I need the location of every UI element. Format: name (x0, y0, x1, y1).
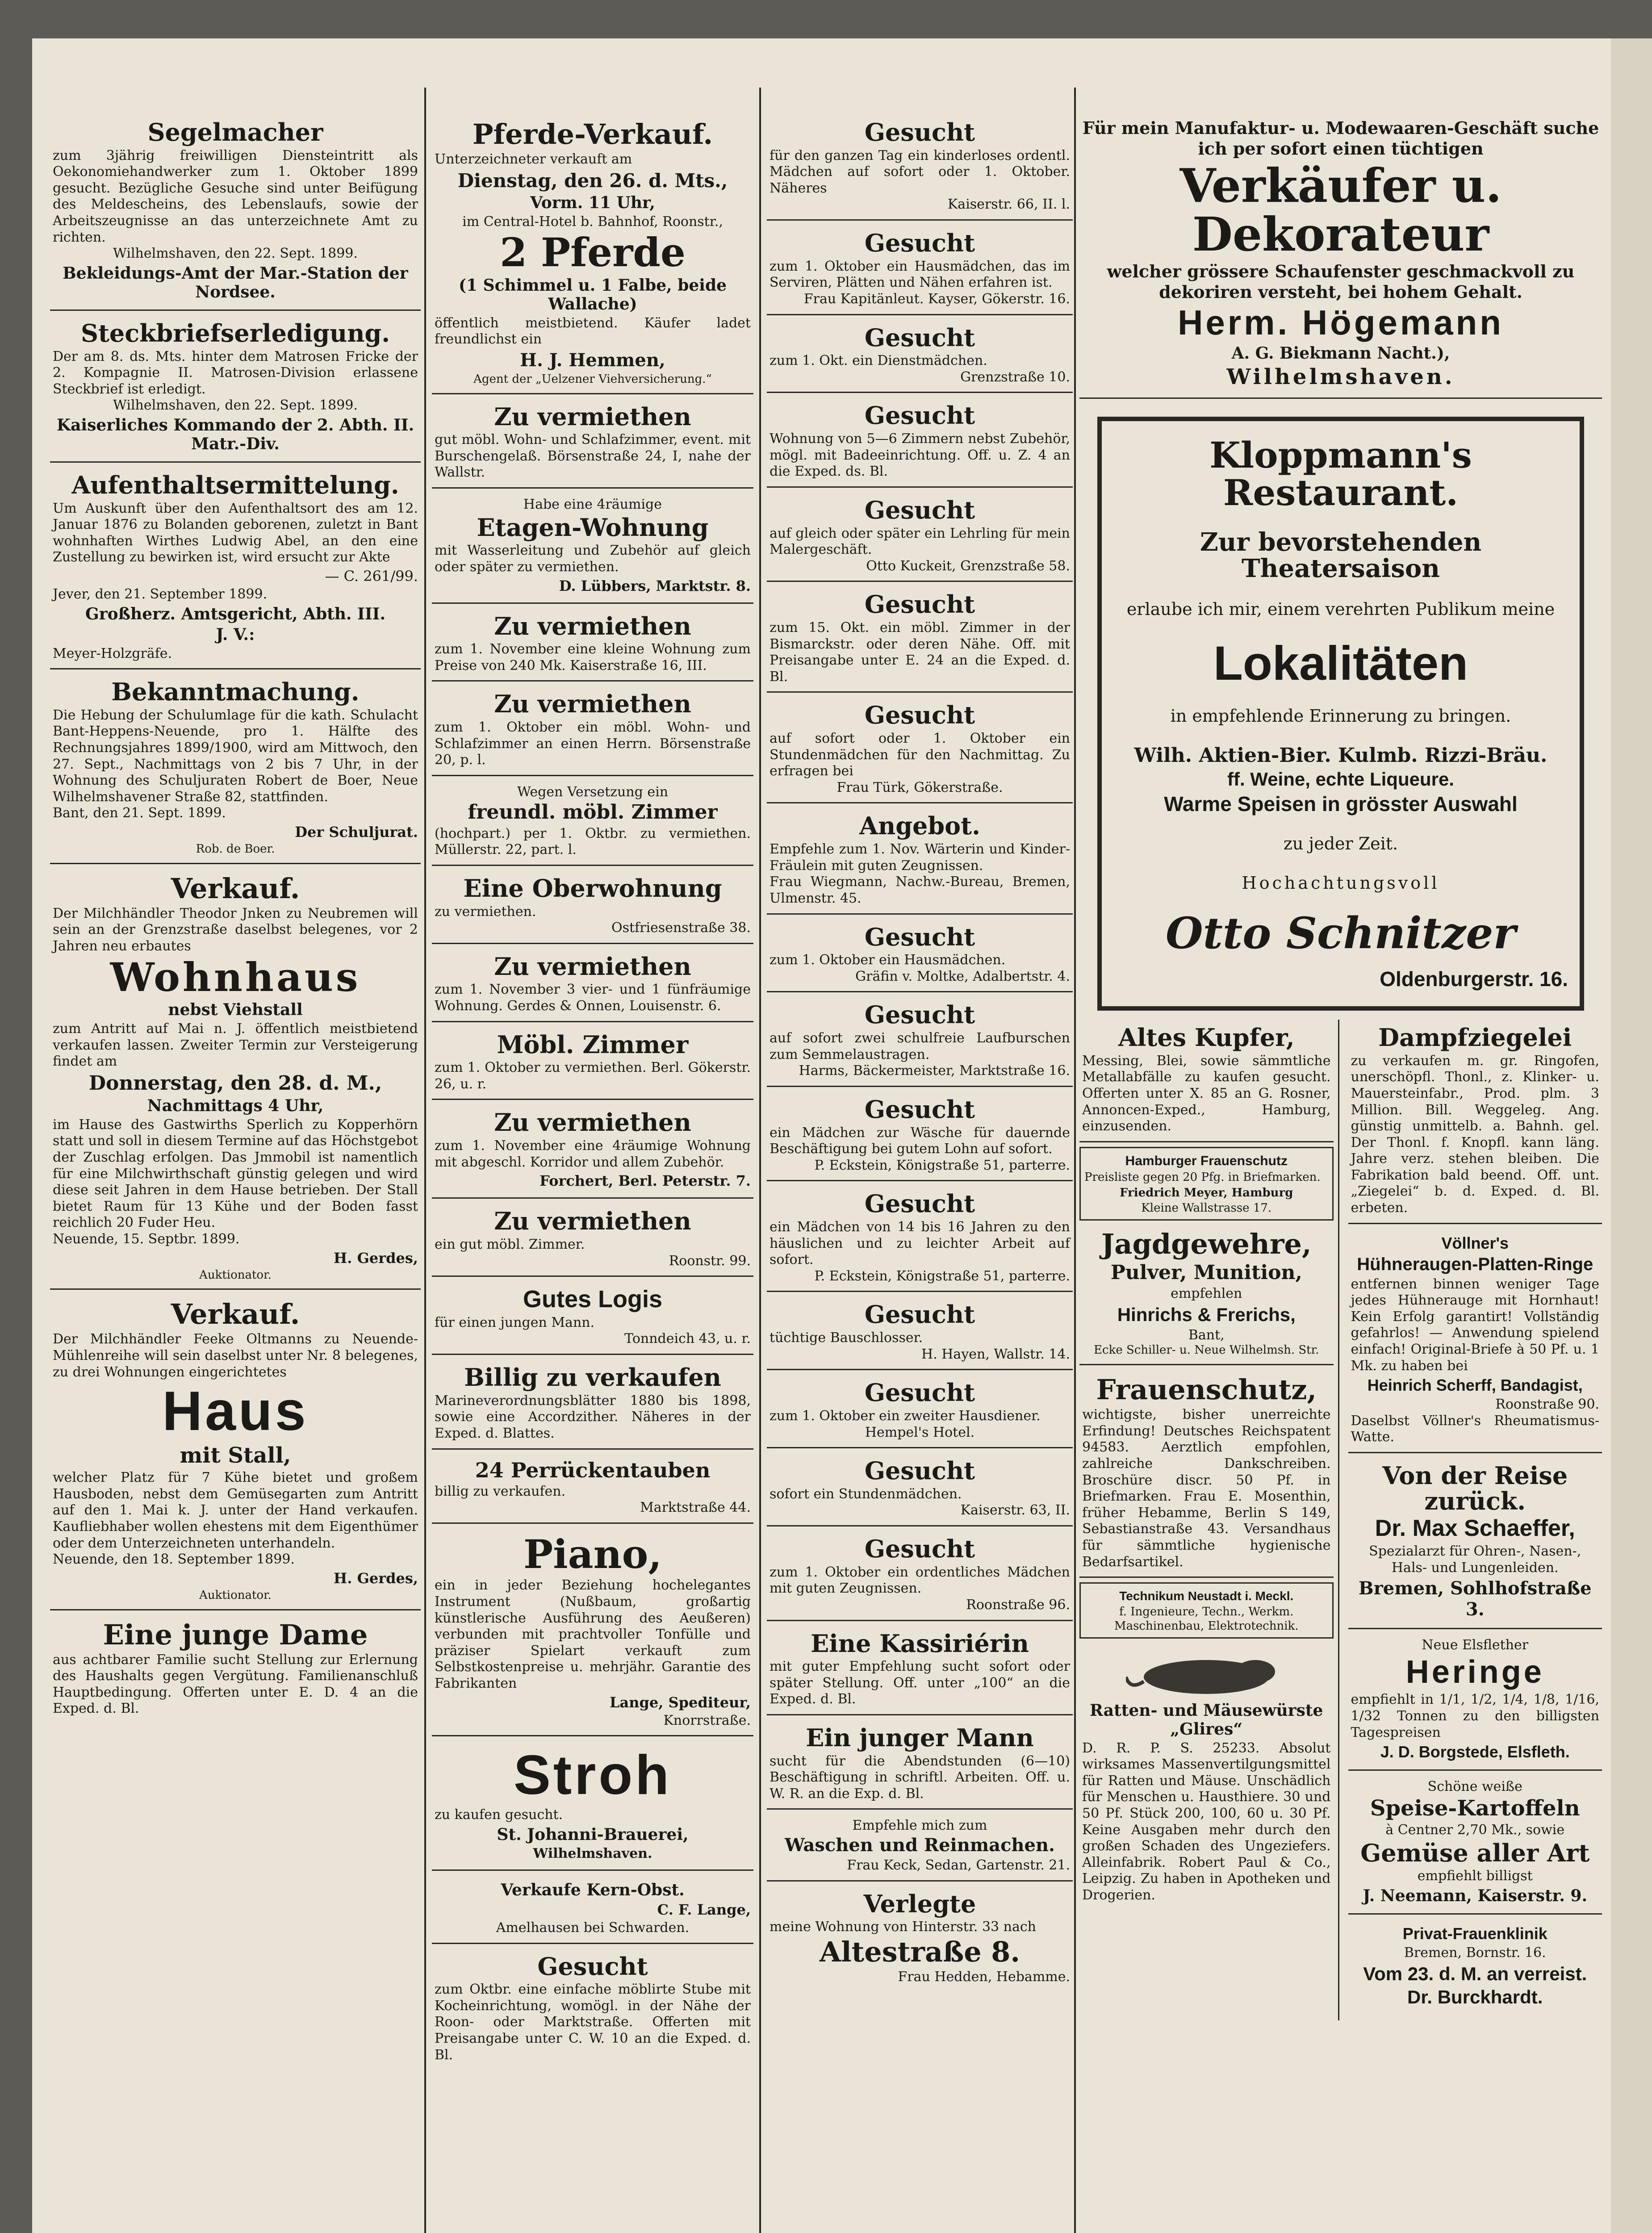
ad-signature: Agent der „Uelzener Viehversicherung.“ (473, 372, 712, 386)
ad-title: Gesucht (864, 1189, 975, 1218)
ad-body: tüchtige Bauschlosser. (770, 1330, 923, 1346)
ad-intro: Habe eine 4räumige (523, 497, 662, 513)
ad-address: Kleine Wallstrasse 17. (1141, 1201, 1272, 1215)
ad-gesucht (767, 1091, 1073, 1181)
ad-subheadline: mit Stall, (180, 1443, 291, 1468)
ad-headline: Haus (162, 1380, 309, 1443)
ad-address: Roonstraße 90. (1495, 1397, 1599, 1413)
ad-steckbrief (50, 315, 421, 463)
ad-signature: Gräfin v. Moltke, Adalbertstr. 4. (855, 968, 1070, 984)
ad-address: Bremen, Bornstr. 16. (1404, 1945, 1546, 1961)
ad-signature: Otto Schnitzer (1165, 908, 1516, 959)
ad-zu-vermiethen (432, 949, 753, 1022)
ad-title: Verkauf. (171, 1298, 300, 1331)
ad-signature: J. Neemann, Kaiserstr. 9. (1363, 1886, 1587, 1905)
ad-title: Gesucht (864, 1300, 975, 1329)
ad-body: Der Milchhändler Feeke Oltmanns zu Neuende-Mühlenreihe will sein daselbst unter Nr. 8 belegenes, zu drei Wohnungen eingerichtetes (53, 1331, 418, 1380)
ad-body: zum 1. Oktober ein zweiter Hausdiener. (770, 1408, 1041, 1424)
ad-body: zum 3jährig freiwilligen Diensteintritt als Oekonomiehandwerker zum 1. Oktober 1899 gesucht. Bezügliche Gesuche sind unter Beifügung des Meldescheins, des Lebenslaufs, sowie der Arbeitszeugnisse an das unterzeichnete Amt zu richten. (53, 147, 418, 245)
ad-address: Tonndeich 43, u. r. (624, 1331, 751, 1347)
ad-signature: St. Johanni-Brauerei, (497, 1825, 689, 1844)
ad-body: zum 1. Oktober ein ordentliches Mädchen mit guten Zeugnissen. (770, 1564, 1070, 1597)
ad-headline: Dr. Max Schaeffer, (1375, 1515, 1575, 1542)
ad-body: empfiehlt in 1/1, 1/2, 1/4, 1/8, 1/16, 1/32 Tonnen zu den billigsten Tagespreisen (1351, 1692, 1599, 1740)
ad-body: mit Wasserleitung und Zubehör auf gleich oder später zu vermiethen. (435, 543, 751, 575)
ad-oberwohnung (432, 870, 753, 944)
ad-gesucht (767, 1186, 1073, 1292)
ad-body: ein Mädchen von 14 bis 16 Jahren zu den häuslichen und zu leichter Arbeit auf sofort. (770, 1219, 1070, 1268)
ad-freundl-zimmer (432, 781, 753, 866)
ad-title: Gesucht (864, 401, 975, 430)
ad-date: Bant, den 21. Sept. 1899. (53, 805, 226, 821)
ad-body: zum 15. Okt. ein möbl. Zimmer in der Bismarckstr. oder deren Nähe. Off. mit Preisangabe unter E. 24 an die Exped. d. Bl. (770, 620, 1070, 685)
ad-body: meine Wohnung von Hinterstr. 33 nach (770, 1919, 1036, 1935)
ad-signature: Friedrich Meyer, Hamburg (1120, 1186, 1293, 1200)
ad-aufenthalt (50, 467, 421, 669)
ad-title: Technikum Neustadt i. Meckl. (1119, 1589, 1294, 1603)
ad-gesucht (767, 114, 1073, 221)
ad-body: welcher Platz für 7 Kühe bietet und großem Hausboden, nebst dem Gemüsegarten zum Antritt auf den 1. Mai k. J. unter der Hand verkaufen. Kaufliebhaber wollen ehestens mit dem Eigenthümer oder dem Unterzeichneten unterhandeln. (53, 1470, 418, 1551)
ad-address: Roonstr. 99. (669, 1253, 751, 1269)
ad-title: Ein junger Mann (806, 1723, 1034, 1752)
ad-title: Von der Reise zurück. (1382, 1461, 1568, 1515)
ad-body: Daselbst Völlner's Rheumatismus-Watte. (1351, 1413, 1599, 1445)
ad-title: Gesucht (864, 1535, 975, 1564)
ad-signature: Otto Kuckeit, Grenzstraße 58. (866, 558, 1070, 574)
ad-title: Privat-Frauenklinik (1402, 1924, 1547, 1943)
ad-title: Verkaufe Kern-Obst. (501, 1880, 685, 1899)
ad-date: Donnerstag, den 28. d. M., (88, 1071, 382, 1095)
ad-body: Um Auskunft über den Aufenthaltsort des am 12. Januar 1876 zu Bolanden geborenen, zuletzt in Bant wohnhaften Wirthes Ludwig Abel, an den eine Zustellung zu bewirken ist, wird ersucht zur Akte (53, 500, 418, 565)
ad-signature: Bekleidungs-Amt der Mar.-Station der Nordsee. (63, 263, 408, 301)
ad-headline: Hühneraugen-Platten-Ringe (1357, 1254, 1593, 1274)
ad-gesucht (767, 492, 1073, 582)
ad-title: Gesucht (864, 701, 975, 730)
ad-wine: ff. Weine, echte Liqueure. (1227, 769, 1454, 790)
column-2 (432, 114, 753, 2233)
ad-title: Zu vermiethen (494, 402, 691, 431)
ad-date: Wilhelmshaven, den 22. Sept. 1899. (113, 246, 358, 262)
ad-zu-vermiethen (432, 1203, 753, 1277)
ad-body: zum 1. Oktober ein Hausmädchen, das im Serviren, Plätten und Nähen erfahren ist. (770, 258, 1070, 291)
column-3 (767, 114, 1073, 2233)
ad-bekanntmachung (50, 674, 421, 864)
ad-signature: J. V.: (216, 625, 255, 644)
ad-body: für den ganzen Tag ein kinderloses ordentl. Mädchen auf sofort oder 1. Oktober. Näheres (770, 147, 1070, 196)
ad-verkaeufer-dekorateur (1079, 114, 1602, 399)
ad-body: f. Ingenieure, Techn., Werkm. Maschinenbau, Elektrotechnik. (1114, 1605, 1299, 1633)
ad-body: (hochpart.) per 1. Oktbr. zu vermiethen. Müllerstr. 22, part. l. (435, 825, 751, 858)
ad-signature: Großherz. Amtsgericht, Abth. III. (85, 604, 386, 623)
ad-body: auf sofort oder 1. Oktober ein Stundenmädchen für den Nachmittag. Zu erfragen bei (770, 731, 1070, 779)
ad-body: Preisliste gegen 20 Pfg. in Briefmarken. (1084, 1170, 1321, 1184)
ad-gesucht (767, 225, 1073, 315)
ad-headline: Lokalitäten (1213, 636, 1468, 690)
ad-body: Der am 8. ds. Mts. hinter dem Matrosen Fricke der 2. Kompagnie II. Matrosen-Division erlassene Steckbrief ist erledigt. (53, 348, 418, 397)
ad-title: Eine Oberwohnung (463, 874, 722, 903)
ad-heringe (1348, 1634, 1602, 1771)
ad-address: Bremen, Sohlhofstraße 3. (1358, 1578, 1592, 1620)
ad-signature: Wilhelmshaven. (533, 1845, 652, 1861)
ad-title: Dampfziegelei (1378, 1023, 1572, 1052)
ad-gesucht-stube (432, 1949, 753, 2070)
adjacent-page-edge (1611, 38, 1652, 2233)
ad-intro: Neue Elsflether (1422, 1637, 1529, 1653)
ad-reise-zurueck (1348, 1458, 1602, 1629)
ad-subheadline: (1 Schimmel u. 1 Falbe, beide Wallache) (458, 276, 727, 314)
ad-date: Jever, den 21. September 1899. (53, 586, 268, 602)
ad-title: Gesucht (864, 1095, 975, 1124)
ad-body: welcher grössere Schaufenster geschmackvoll zu dekoriren versteht, bei hohem Gehalt. (1107, 261, 1575, 302)
column-rule (1074, 88, 1076, 2233)
ad-signature: Bant, (1188, 1327, 1225, 1343)
ad-body: gut möbl. Wohn- und Schlafzimmer, event. mit Burschengelaß. Börsenstraße 24, I, nahe der Wallstr. (435, 432, 751, 481)
ad-address: Ecke Schiller- u. Neue Wilhelmsh. Str. (1094, 1343, 1319, 1357)
ad-frauenschutz (1079, 1370, 1334, 1578)
ad-moebl-zimmer (432, 1027, 753, 1100)
ad-segelmacher (50, 114, 421, 311)
ad-body: im Hause des Gastwirths Sperlich zu Kopperhörn statt und soll in diesem Termine auf das Höchstgebot der Zuschlag erfolgen. Das Jmmobil ist namentlich für eine Milchwirthschaft günstig gelegen und wird diese seit Jahren in dem Hause betrieben. Der Stall bietet Raum für 13 Kühe und der Boden fasst reichlich 20 Fuder Heu. (53, 1116, 418, 1231)
ad-body: sofort ein Stundenmädchen. (770, 1486, 962, 1502)
ad-time: zu jeder Zeit. (1283, 834, 1398, 854)
ad-title: Altes Kupfer, (1118, 1023, 1295, 1052)
ad-body: mit guter Empfehlung sucht sofort oder später Stellung. Off. unter „100“ an die Exped. d. Bl. (770, 1659, 1070, 1707)
ad-title: Zu vermiethen (494, 690, 691, 719)
ad-kern-obst (432, 1875, 753, 1944)
ad-signature: H. Gerdes, (334, 1569, 418, 1587)
ad-body: ein Mädchen zur Wäsche für dauernde Beschäftigung bei gutem Lohn auf sofort. (770, 1125, 1070, 1157)
ad-title: Verlegte (863, 1889, 976, 1918)
ad-body: zum Antritt auf Mai n. J. öffentlich meistbietend verkaufen lassen. Zweiter Termin zur Versteigerung findet am (53, 1020, 418, 1070)
newspaper-page (32, 38, 1611, 2233)
ad-body: Wohnung von 5—6 Zimmern nebst Zubehör, mögl. mit Badeeinrichtung. Off. u. Z. 4 an die Exped. ds. Bl. (770, 431, 1070, 480)
ad-signature: Dr. Burckhardt. (1407, 1986, 1543, 2007)
ad-body: empfiehlt billigst (1417, 1868, 1533, 1884)
ad-body: zum 1. November eine kleine Wohnung zum Preise von 240 Mk. Kaiserstraße 16, III. (435, 641, 751, 673)
ad-kartoffeln-gemuese (1348, 1775, 1602, 1915)
ad-perrueckentauben (432, 1454, 753, 1524)
ad-signature: J. D. Borgstede, Elsfleth. (1380, 1743, 1570, 1761)
ad-body: auf gleich oder später ein Lehrling für mein Malergeschäft. (770, 525, 1070, 558)
ad-gesucht (767, 997, 1073, 1087)
ad-title: Gesucht (864, 229, 975, 258)
ad-title: Pferde-Verkauf. (472, 118, 713, 151)
ad-title: Gesucht (864, 323, 975, 352)
ad-title: Aufenthaltsermittelung. (71, 470, 399, 499)
ad-etagen-wohnung (432, 493, 753, 603)
ad-body: Der Milchhändler Theodor Jnken zu Neubremen will sein an der Grenzstraße daselbst belegenes, vor 2 Jahren neu erbautes (53, 905, 418, 954)
ad-signature: Forchert, Berl. Peterstr. 7. (540, 1172, 751, 1190)
ad-title: Kloppmann's Restaurant. (1209, 434, 1472, 514)
rat-illustration (1126, 1646, 1287, 1699)
ad-headline: Altestraße 8. (820, 1935, 1020, 1968)
ad-subheadline: nebst Viehstall (168, 1000, 303, 1019)
ad-body: zum 1. Oktober ein Hausmädchen. (770, 952, 1006, 968)
ad-title: Bekanntmachung. (111, 677, 360, 707)
ad-body: für einen jungen Mann. (435, 1314, 595, 1330)
ad-place: im Central-Hotel b. Bahnhof, Roonstr., (462, 213, 723, 230)
ad-signature: Auktionator. (199, 1588, 272, 1602)
ad-title: Stroh (514, 1744, 672, 1806)
ad-headline: Gemüse aller Art (1360, 1838, 1590, 1867)
ad-body: in empfehlende Erinnerung zu bringen. (1170, 706, 1511, 726)
ad-title: Segelmacher (147, 118, 323, 146)
ad-signature: Frau Keck, Sedan, Gartenstr. 21. (847, 1857, 1070, 1873)
ad-zu-vermiethen (432, 686, 753, 776)
ad-body: billig zu verkaufen. (435, 1483, 566, 1499)
column-4-lower (1079, 1020, 1602, 2020)
ad-address: Grenzstraße 10. (960, 369, 1070, 385)
ad-angebot (767, 808, 1073, 914)
ad-gutes-logis (432, 1281, 753, 1355)
ad-zu-vermiethen (432, 399, 753, 489)
ad-signature: P. Eckstein, Königstraße 51, parterre. (814, 1268, 1070, 1284)
ad-headline: Wohnhaus (110, 953, 361, 1000)
ad-subheadline: Zur bevorstehenden Theatersaison (1200, 527, 1482, 583)
ad-signature: Auktionator. (199, 1268, 272, 1282)
ad-ratten-glires (1079, 1642, 1334, 1910)
ad-headline: Heringe (1405, 1654, 1544, 1690)
ad-title: Zu vermiethen (494, 1108, 691, 1137)
ad-verkauf-wohnhaus (50, 869, 421, 1290)
ad-headline: 2 Pferde (500, 229, 686, 276)
ad-body: empfehlen (1171, 1286, 1242, 1302)
ad-signature: Frau Wiegmann, Nachw.-Bureau, Bremen, Ulmenstr. 45. (770, 874, 1070, 906)
column-4-left (1079, 1020, 1339, 2020)
ad-signature: Frau Türk, Gökerstraße. (836, 779, 1003, 795)
ad-body: erlaube ich mir, einem verehrten Publikum meine (1126, 599, 1555, 619)
column-rule (759, 88, 761, 2233)
ad-verlegte (767, 1886, 1073, 1992)
ad-gesucht (767, 697, 1073, 803)
ad-title: Frauenschutz, (1096, 1373, 1317, 1406)
ad-signature: Knorrstraße. (663, 1712, 751, 1728)
ad-date: Neuende, den 18. September 1899. (53, 1551, 295, 1568)
ad-voellners (1348, 1229, 1602, 1453)
ad-signature: Herm. Högemann (1178, 302, 1504, 342)
ad-title: Angebot. (859, 811, 980, 841)
ad-title: Etagen-Wohnung (477, 513, 709, 542)
ad-headline: Verkäufer u. Dekorateur (1179, 158, 1502, 262)
ad-date: Neuende, 15. Septbr. 1899. (53, 1231, 240, 1247)
ad-title: Steckbriefserledigung. (80, 318, 390, 347)
ad-title: Verkauf. (171, 872, 300, 905)
ad-waschen (767, 1814, 1073, 1881)
ad-signature: A. G. Biekmann Nacht.), (1231, 343, 1450, 363)
ad-body: Empfehle zum 1. Nov. Wärterin und Kinder-Fräulein mit guten Zeugnissen. (770, 841, 1070, 874)
ad-body: auf sofort zwei schulfreie Laufburschen zum Semmelaustragen. (770, 1030, 1070, 1062)
ad-body: öffentlich meistbietend. Käufer ladet freundlichst ein (435, 315, 751, 347)
ad-body: zum Oktbr. eine einfache möblirte Stube mit Kocheinrichtung, womögl. in der Nähe der Roon- oder Marktstraße. Offerten mit Preisangabe unter C. W. 10 an die Exped. d. Bl. (435, 1982, 751, 2063)
ad-title: 24 Perrückentauben (475, 1458, 711, 1482)
ad-body: aus achtbarer Familie sucht Stellung zur Erlernung des Haushalts gegen Vergütung. Familienanschluß Hauptbedingung. Offerten unter E. D. 4 an die Exped. d. Bl. (53, 1652, 418, 1717)
ad-headline: Speise-Kartoffeln (1370, 1795, 1580, 1821)
column-1 (50, 114, 421, 2233)
ad-date: Wilhelmshaven, den 22. Sept. 1899. (113, 397, 358, 414)
ad-gesucht (767, 919, 1073, 993)
ad-signature: H. Hayen, Wallstr. 14. (921, 1346, 1070, 1362)
ad-signature: Lange, Spediteur, (610, 1694, 751, 1711)
ad-title: Gutes Logis (523, 1286, 663, 1313)
ad-title: Hamburger Frauenschutz (1125, 1153, 1288, 1168)
ad-title: Gesucht (864, 495, 975, 524)
ad-intro: Wegen Versetzung ein (517, 784, 669, 800)
ad-altes-kupfer (1079, 1020, 1334, 1142)
ad-body: Spezialarzt für Ohren-, Nasen-, Hals- und Lungenleiden. (1369, 1543, 1581, 1576)
ad-gesucht (767, 1453, 1073, 1526)
ad-zu-vermiethen (432, 1104, 753, 1199)
ad-body: zum 1. Okt. ein Dienstmädchen. (770, 353, 987, 369)
ad-title: Gesucht (864, 922, 975, 951)
ad-signature: Hempel's Hotel. (865, 1424, 975, 1440)
ad-intro: Für mein Manufaktur- u. Modewaaren-Geschäft suche ich per sofort einen tüchtigen (1082, 118, 1599, 159)
ad-address: Marktstraße 44. (640, 1500, 751, 1516)
ad-title: Zu vermiethen (494, 1207, 691, 1236)
ad-signature: C. F. Lange, (657, 1901, 751, 1918)
ad-body: zu kaufen gesucht. (435, 1807, 563, 1823)
ad-title: Möbl. Zimmer (497, 1030, 689, 1059)
ad-jagdgewehre (1079, 1224, 1334, 1365)
ad-gesucht (767, 1531, 1073, 1621)
ad-address: Kaiserstr. 63, II. (960, 1502, 1070, 1518)
ad-signature: Rob. de Boer. (196, 842, 275, 856)
ad-body: Unterzeichneter verkauft am (435, 151, 632, 167)
ad-title: Gesucht (864, 1456, 975, 1485)
ad-body: ein in jeder Beziehung hochelegantes Instrument (Nußbaum, großartig künstlerische Ausführung des Aeußeren) verbunden mit prachtvoller Tonfülle und präziser Spielart verkauft zum Selbstkostenpreise u. mehrjähr. Garantie des Fabrikanten (435, 1577, 751, 1691)
ad-signature: Kaiserliches Kommando der 2. Abth. II. Matr.-Div. (56, 415, 414, 453)
ad-gesucht (767, 320, 1073, 393)
ad-body: entfernen binnen weniger Tage jedes Hühnerauge mit Hornhaut! Kein Erfolg garantirt! Vollständig gefahrlos! — Anwendung spielend einfach! Original-Briefe à 50 Pf. u. 1 Mk. zu haben bei (1351, 1276, 1599, 1374)
ad-body: zum 1. Oktober ein möbl. Wohn- und Schlafzimmer an einen Herrn. Börsenstraße 20, p. l. (435, 719, 751, 768)
ad-piano (432, 1528, 753, 1736)
ad-frauenklinik (1348, 1919, 1602, 2016)
ad-gesucht (767, 1296, 1073, 1370)
ad-body: zu verkaufen m. gr. Ringofen, unerschöpfl. Thonl., z. Klinker- u. Mauersteinfabr., Prod. plm. 3 Million. Bill. Weggeleg. Ang. günstig unmittelb. a. Bahnh. gel. Der Thonl. f. Knopfl. kann läng. Jahre verz. stehen bleiben. Die Fabrikation bald beend. Off. unt. „Ziegelei“ b. d. Exped. d. Bl. erbeten. (1351, 1053, 1599, 1216)
ad-body: zum 1. November 3 vier- und 1 fünfräumige Wohnung. Gerdes & Onnen, Louisenstr. 6. (435, 982, 751, 1014)
ad-kloppmann-restaurant (1097, 417, 1584, 1011)
ad-body: zum 1. Oktober zu vermiethen. Berl. Gökerstr. 26, u. r. (435, 1060, 751, 1092)
ad-title: Gesucht (864, 1000, 975, 1029)
ad-signature: Frau Kapitänleut. Kayser, Gökerstr. 16. (803, 291, 1070, 307)
ad-body: wichtigste, bisher unerreichte Erfindung! Deutsches Reichspatent 94583. Aerztlich empfohlen, zahlreiche Dankschreiben. Broschüre discr. 50 Pf. in Briefmarken. Frau E. Mosenthin, früher Hebamme, Berlin S 149, Sebastianstraße 43. Versandhaus für sämmtliche hygienische Bedarfsartikel. (1082, 1407, 1331, 1570)
ad-signature: Heinrich Scherff, Bandagist, (1367, 1376, 1583, 1395)
ad-signature: H. Gerdes, (334, 1249, 418, 1267)
column-4-right (1348, 1020, 1602, 2020)
ad-body: Messing, Blei, sowie sämmtliche Metallabfälle zu kaufen gesucht. Offerten unter X. 85 an G. Rosner, Annoncen-Exped., Hamburg, einzusenden. (1082, 1053, 1331, 1134)
ad-address: Ostfriesenstraße 38. (611, 920, 751, 936)
ad-title: Gesucht (864, 1378, 975, 1407)
ad-title: Ratten- und Mäusewürste „Glires“ (1090, 1701, 1323, 1739)
ad-signature: Der Schuljurat. (295, 824, 418, 841)
ad-title: Zu vermiethen (494, 611, 691, 640)
ad-signature: Harms, Bäckermeister, Marktstraße 16. (799, 1063, 1070, 1079)
ad-body: sucht für die Abendstunden (6—10) Beschäftigung in schriftl. Arbeiten. Off. u. W. R. an die Exp. d. Bl. (770, 1753, 1070, 1802)
ad-zu-vermiethen (432, 608, 753, 682)
ad-food: Warme Speisen in grösster Auswahl (1164, 792, 1518, 816)
ad-title: Gesucht (864, 590, 975, 619)
ad-body: zum 1. November eine 4räumige Wohnung mit abgeschl. Korridor und allem Zubehör. (435, 1138, 751, 1170)
ad-junger-mann (767, 1720, 1073, 1810)
ad-title: Gesucht (864, 118, 975, 146)
ad-subheadline: Pulver, Munition, (1110, 1261, 1302, 1284)
ad-hamburger-frauenschutz (1079, 1147, 1334, 1221)
ad-title: Gesucht (537, 1952, 648, 1981)
ad-signature: H. J. Hemmen, (520, 349, 665, 371)
ad-gesucht (767, 397, 1073, 487)
ad-signature: Meyer-Holzgräfe. (53, 645, 172, 661)
column-rule (424, 88, 426, 2233)
ad-pferde-verkauf (432, 114, 753, 394)
ad-title: Zu vermiethen (494, 952, 691, 981)
ad-intro: Schöne weiße (1427, 1779, 1522, 1795)
ad-time: Nachmittags 4 Uhr, (147, 1096, 324, 1115)
ad-date: Dienstag, den 26. d. Mts., (457, 169, 728, 192)
ad-body: Marineverordnungsblätter 1880 bis 1898, sowie eine Accordzither. Näheres in der Exped. d. Blattes. (435, 1392, 751, 1441)
ad-signature: Wilhelmshaven. (1226, 364, 1455, 389)
ad-body: à Centner 2,70 Mk., sowie (1385, 1822, 1565, 1838)
ad-body: Die Hebung der Schulumlage für die kath. Schulacht Bant-Heppens-Neuende, pro 1. Hälfte des Rechnungsjahres 1899/1900, wird am Mittwoch, den 27. Sept., Nachmittags von 2 bis 7 Uhr, in der Wohnung des Schuljuraten Robert de Boer, Neue Wilhelmshavener Straße 82, stattfinden. (53, 707, 418, 805)
ad-address: Roonstraße 96. (966, 1597, 1070, 1613)
ad-title: Eine Kassiriérin (811, 1629, 1029, 1658)
ad-body: ein gut möbl. Zimmer. (435, 1237, 585, 1253)
ad-verkauf-haus (50, 1294, 421, 1610)
ad-title: Eine junge Dame (103, 1618, 368, 1651)
ad-kassiriérin (767, 1626, 1073, 1715)
ad-time: Vorm. 11 Uhr, (530, 193, 655, 212)
ad-title: freundl. möbl. Zimmer (468, 801, 718, 824)
ad-title: Jagdgewehre, (1101, 1228, 1312, 1261)
ad-dampfziegelei (1348, 1020, 1602, 1224)
ad-intro: Empfehle mich zum (852, 1818, 987, 1834)
ad-signature: P. Eckstein, Königstraße 51, parterre. (814, 1157, 1070, 1173)
ad-title: Völlner's (1441, 1234, 1509, 1252)
ad-junge-dame (50, 1615, 421, 1723)
ad-address: Oldenburgerstr. 16. (1380, 967, 1568, 991)
ad-stroh (432, 1741, 753, 1871)
ad-billig-verkaufen (432, 1359, 753, 1449)
ad-signature: D. Lübbers, Marktstr. 8. (559, 577, 751, 594)
ad-title: Waschen und Reinmachen. (785, 1835, 1055, 1856)
ad-reference: — C. 261/99. (325, 567, 418, 585)
column-4 (1079, 114, 1602, 2233)
ad-greeting: Hochachtungsvoll (1242, 873, 1440, 893)
ad-address: Amelhausen bei Schwarden. (496, 1919, 690, 1936)
ad-title: Piano, (523, 1531, 662, 1578)
ad-beer: Wilh. Aktien-Bier. Kulmb. Rizzi-Bräu. (1134, 744, 1547, 767)
ad-address: Kaiserstr. 66, II. l. (947, 197, 1070, 213)
ad-signature: Hinrichs & Frerichs, (1117, 1304, 1296, 1325)
ad-body: Vom 23. d. M. an verreist. (1363, 1963, 1587, 1984)
ad-body: zu vermiethen. (435, 903, 536, 920)
ad-body: D. R. P. S. 25233. Absolut wirksames Massenvertilgungsmittel für Ratten und Mäuse. Unschädlich für Menschen u. Hausthiere. 30 und 50 Pf. Stück 200, 100, 60 u. 30 Pf. Keine Ausgaben mehr durch den großen Schaden des Ungeziefers. Alleinfabrik. Robert Paul & Co., Leipzig. Zu haben in Apotheken und Drogerien. (1082, 1740, 1331, 1903)
ad-gesucht (767, 1375, 1073, 1448)
ad-technikum (1079, 1582, 1334, 1638)
ad-title: Billig zu verkaufen (464, 1363, 721, 1392)
ad-gesucht (767, 586, 1073, 693)
ad-signature: Frau Hedden, Hebamme. (898, 1969, 1070, 1985)
